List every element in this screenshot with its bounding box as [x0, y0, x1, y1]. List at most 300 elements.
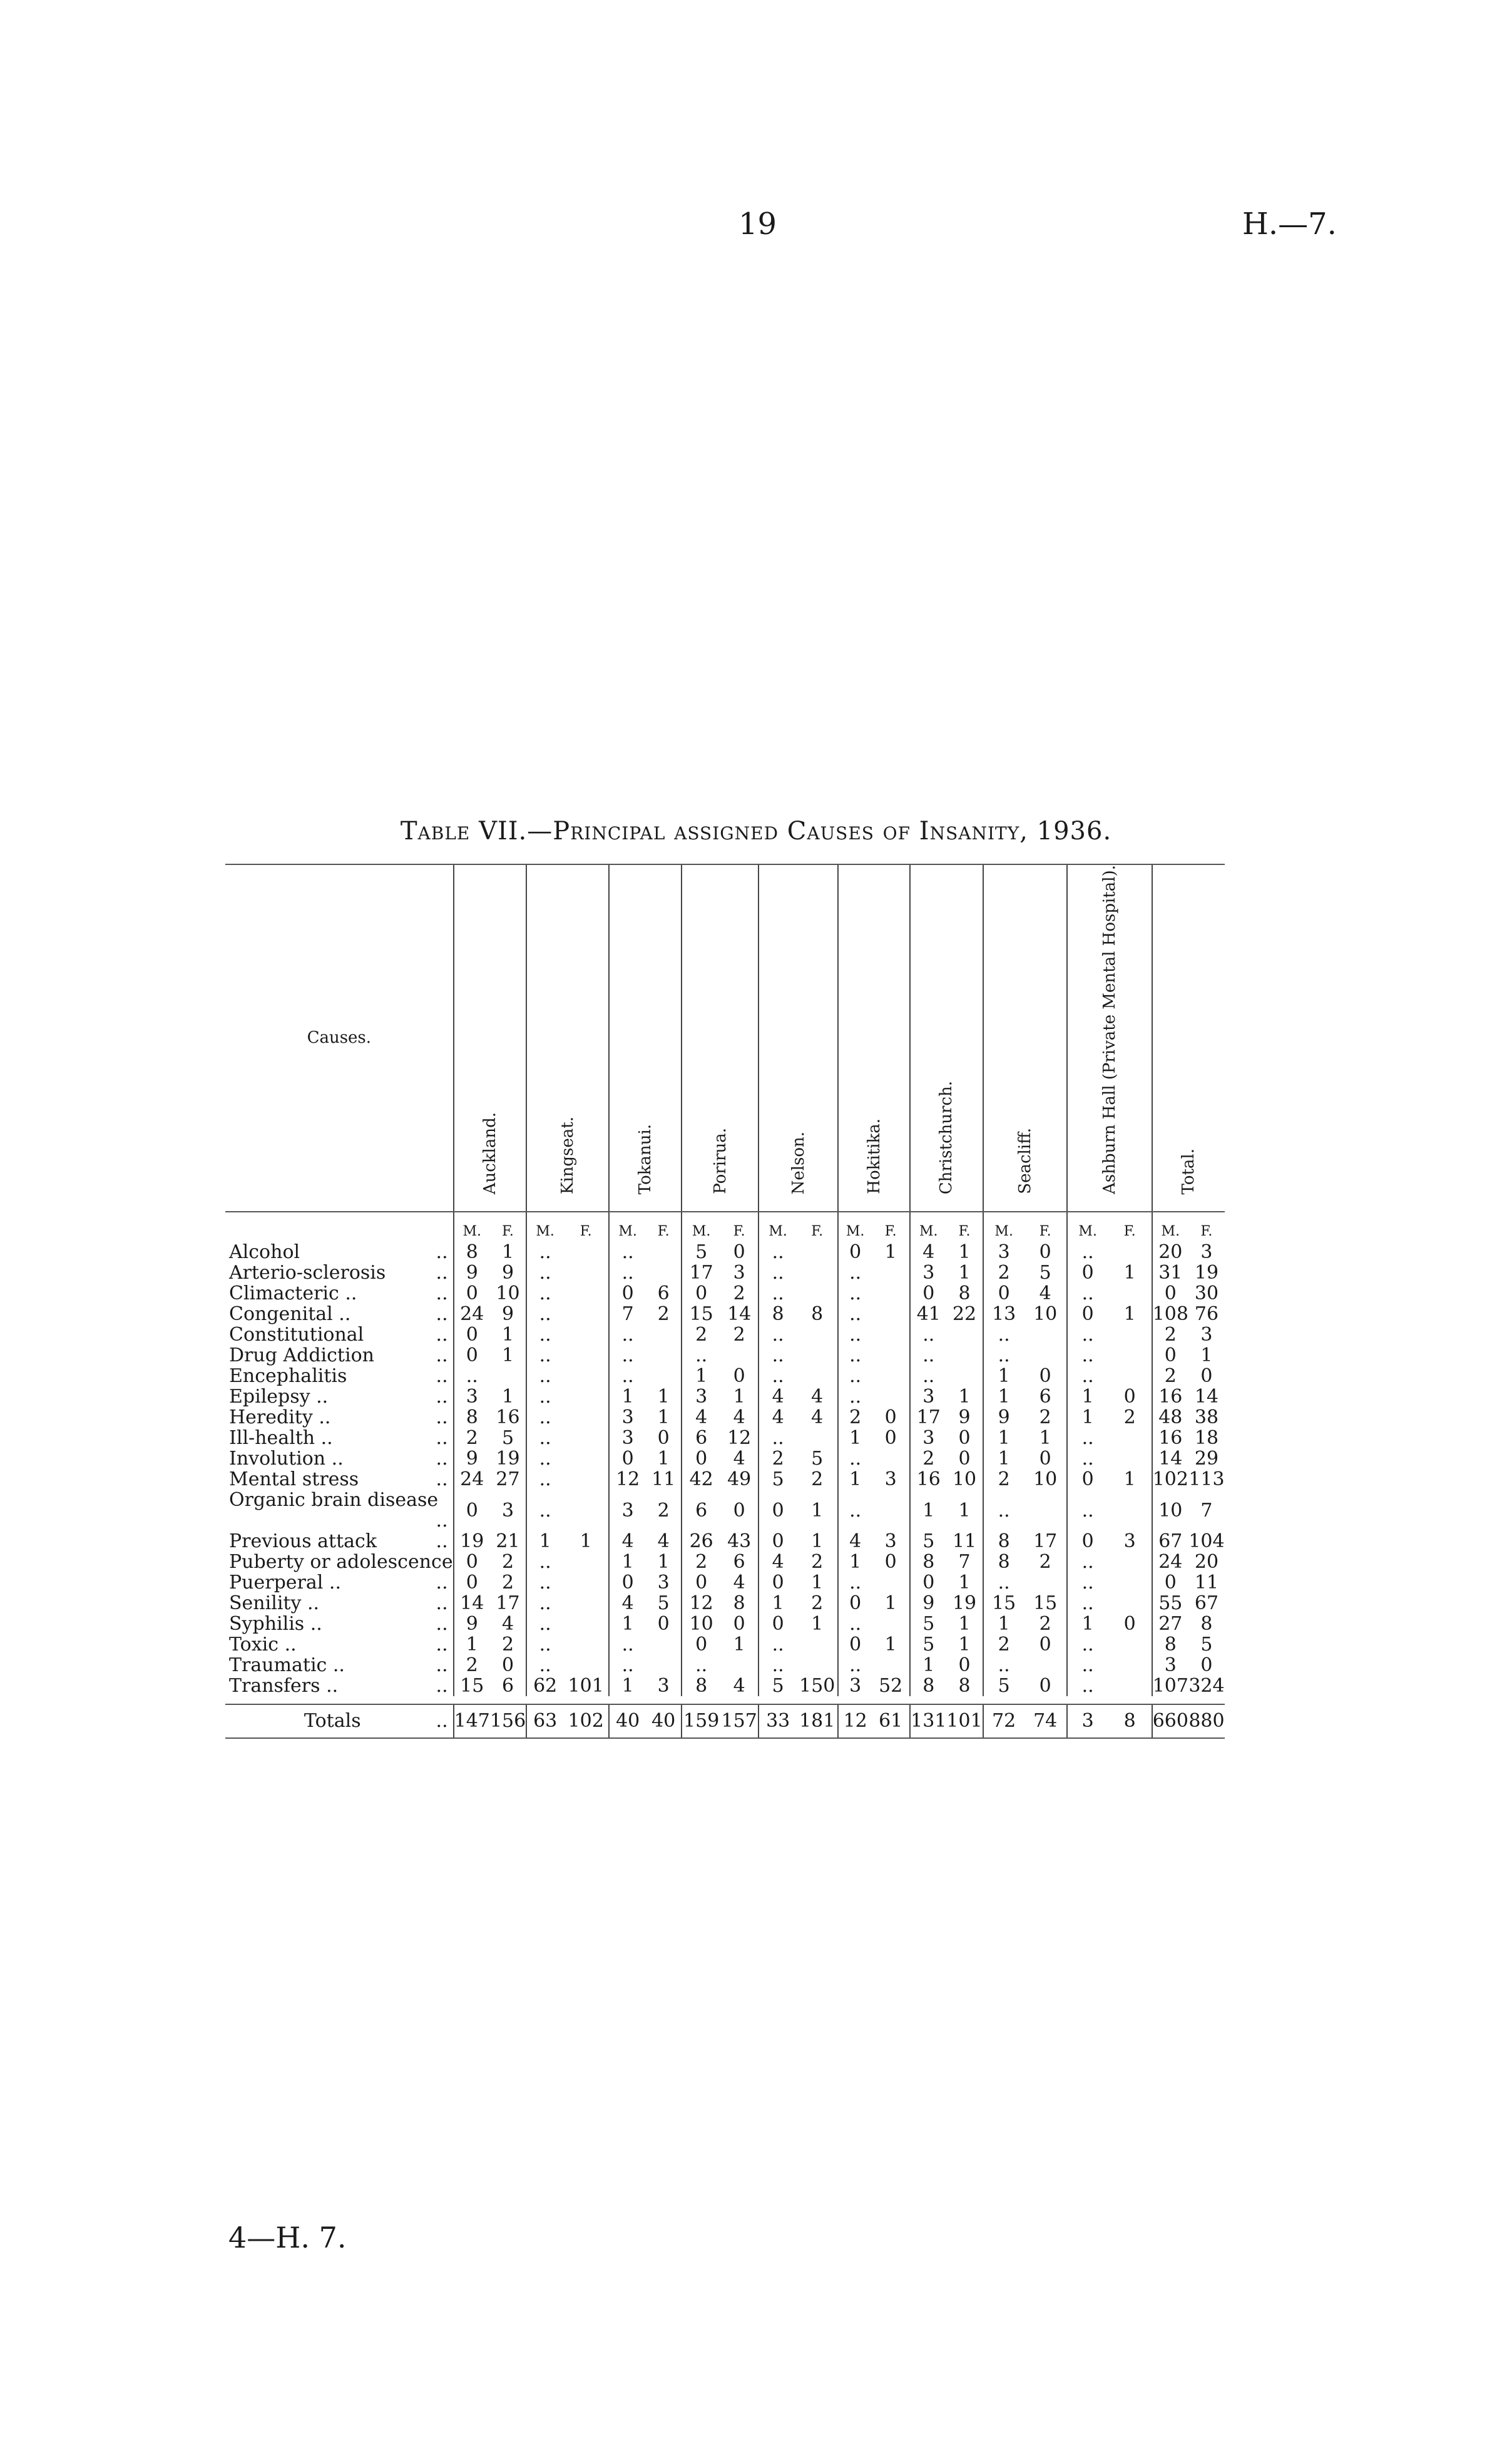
female-count-cell: 324	[1188, 1675, 1225, 1697]
male-count-cell: 16	[1152, 1386, 1188, 1407]
female-count-cell: 1	[1039, 1427, 1051, 1450]
male-count-cell: 0	[682, 1634, 720, 1655]
male-count-cell: ..	[1067, 1552, 1108, 1572]
male-subheader: M.	[682, 1212, 720, 1242]
male-count-cell: 3	[609, 1407, 646, 1428]
male-count-cell: 2	[983, 1262, 1024, 1283]
male-count-cell: 24	[1152, 1552, 1188, 1572]
male-count-cell: 19	[454, 1531, 490, 1552]
female-count-cell: 6	[733, 1551, 745, 1574]
column-header-label: Nelson.	[789, 1131, 808, 1195]
female-count-cell: 2	[811, 1592, 824, 1615]
male-count-cell: ..	[526, 1469, 563, 1490]
female-count-cell	[563, 1428, 609, 1448]
male-count-cell: 13	[983, 1304, 1024, 1324]
male-count-cell: ..	[609, 1655, 646, 1676]
male-count-cell: 15	[454, 1676, 490, 1696]
female-count-cell	[1108, 1366, 1152, 1386]
leader-dots: ..	[436, 1572, 448, 1594]
male-count-cell: 2	[838, 1407, 872, 1428]
male-count-cell: ..	[983, 1345, 1024, 1366]
totals-label-text: Totals	[304, 1710, 361, 1732]
female-count-cell: 2	[657, 1499, 670, 1522]
female-count-cell: 5	[1200, 1634, 1213, 1656]
male-count-cell: 0	[454, 1324, 490, 1345]
female-count-cell: 0	[958, 1448, 971, 1470]
male-count-cell: 1	[759, 1593, 797, 1614]
female-count-cell: 113	[1188, 1468, 1225, 1491]
causes-column-header: Causes.	[225, 864, 454, 1212]
male-count-cell: ..	[983, 1324, 1024, 1345]
male-count-cell: 2	[1152, 1324, 1188, 1345]
female-count-cell: 2	[1039, 1406, 1051, 1429]
male-count-cell: 0	[454, 1552, 490, 1572]
female-count-cell: 6	[657, 1282, 670, 1305]
female-count-cell: 1	[1200, 1344, 1213, 1367]
male-total-cell: 12	[838, 1704, 872, 1738]
male-count-cell: 9	[910, 1593, 946, 1614]
male-count-cell: 0	[454, 1345, 490, 1366]
female-count-cell	[1108, 1490, 1152, 1531]
male-count-cell: 16	[910, 1469, 946, 1490]
female-count-cell: 19	[496, 1448, 520, 1470]
female-count-cell: 2	[1123, 1406, 1136, 1429]
cause-label: Syphilis ..	[229, 1613, 322, 1635]
female-count-cell: 11	[651, 1468, 676, 1491]
male-count-cell: ..	[838, 1262, 872, 1283]
female-count-cell: 0	[733, 1613, 745, 1635]
table-row	[225, 1655, 1225, 1676]
leader-dots: ..	[436, 1365, 448, 1388]
female-count-cell	[797, 1262, 838, 1283]
female-count-cell: 1	[958, 1262, 971, 1284]
male-count-cell: 1	[838, 1469, 872, 1490]
male-count-cell: 0	[838, 1593, 872, 1614]
male-count-cell: 8	[454, 1407, 490, 1428]
male-count-cell: 8	[910, 1676, 946, 1696]
table-row	[225, 1304, 1225, 1324]
column-header-1	[526, 864, 609, 1212]
female-count-cell	[872, 1614, 910, 1634]
female-count-cell	[872, 1283, 910, 1304]
female-count-cell	[563, 1593, 609, 1614]
male-count-cell: 3	[1152, 1655, 1188, 1676]
female-count-cell	[646, 1655, 682, 1676]
male-count-cell: ..	[1067, 1283, 1108, 1304]
female-count-cell: 0	[884, 1406, 897, 1429]
male-count-cell: 0	[609, 1572, 646, 1593]
female-count-cell: 0	[657, 1613, 670, 1635]
male-count-cell: 0	[838, 1242, 872, 1262]
male-count-cell: ..	[910, 1366, 946, 1386]
male-count-cell: 12	[682, 1593, 720, 1614]
female-count-cell	[872, 1386, 910, 1407]
column-header-5	[838, 864, 910, 1212]
male-count-cell: 3	[910, 1386, 946, 1407]
female-count-cell: 20	[1194, 1551, 1219, 1574]
column-header-8	[1067, 864, 1152, 1212]
female-count-cell	[1108, 1242, 1152, 1262]
male-count-cell: ..	[526, 1614, 563, 1634]
male-count-cell: 15	[983, 1593, 1024, 1614]
cause-label: Involution ..	[229, 1448, 344, 1470]
male-count-cell: 5	[682, 1242, 720, 1262]
male-count-cell: 5	[910, 1614, 946, 1634]
female-subheader: F.	[502, 1224, 514, 1240]
document-reference: H.—7.	[1242, 207, 1337, 242]
male-count-cell: 0	[1067, 1469, 1108, 1490]
female-count-cell: 1	[884, 1241, 897, 1264]
male-count-cell: 4	[682, 1407, 720, 1428]
female-count-cell	[872, 1490, 910, 1531]
male-count-cell: 1	[983, 1448, 1024, 1469]
male-count-cell: 1	[983, 1366, 1024, 1386]
female-count-cell: 0	[1039, 1634, 1051, 1656]
female-count-cell	[563, 1366, 609, 1386]
male-count-cell: ..	[759, 1655, 797, 1676]
male-count-cell: ..	[759, 1242, 797, 1262]
male-subheader: M.	[838, 1212, 872, 1242]
cause-cell	[225, 1531, 454, 1552]
female-count-cell: 0	[733, 1499, 745, 1522]
male-count-cell: 1	[983, 1386, 1024, 1407]
male-total-cell: 40	[609, 1704, 646, 1738]
male-count-cell: 1	[910, 1655, 946, 1676]
male-count-cell: ..	[838, 1614, 872, 1634]
column-header-2	[609, 864, 682, 1212]
male-count-cell: 5	[759, 1469, 797, 1490]
male-count-cell: 0	[838, 1634, 872, 1655]
male-count-cell: 2	[682, 1552, 720, 1572]
cause-label: Previous attack	[229, 1530, 377, 1553]
male-count-cell: ..	[526, 1593, 563, 1614]
male-count-cell: ..	[1067, 1448, 1108, 1469]
female-count-cell	[1024, 1345, 1067, 1366]
female-count-cell: 1	[657, 1551, 670, 1574]
female-count-cell: 3	[657, 1675, 670, 1697]
female-count-cell: 10	[1033, 1468, 1058, 1491]
female-count-cell	[872, 1572, 910, 1593]
male-count-cell: 12	[609, 1469, 646, 1490]
male-count-cell: ..	[983, 1490, 1024, 1531]
table-title-main: Principal assigned Causes of Insanity,	[553, 817, 1028, 846]
female-count-cell: 21	[496, 1530, 520, 1553]
table-title-prefix: Table VII.—	[400, 817, 553, 846]
female-count-cell: 4	[657, 1530, 670, 1553]
male-count-cell: ..	[759, 1366, 797, 1386]
female-count-cell: 1	[958, 1386, 971, 1408]
cause-cell	[225, 1634, 454, 1655]
column-header-3	[682, 864, 759, 1212]
male-count-cell: 14	[454, 1593, 490, 1614]
male-count-cell: 3	[609, 1490, 646, 1531]
table-row	[225, 1345, 1225, 1366]
cause-label: Arterio-sclerosis	[229, 1262, 386, 1284]
female-count-cell: 7	[958, 1551, 971, 1574]
cause-label: Senility ..	[229, 1592, 320, 1615]
table-row	[225, 1593, 1225, 1614]
table-row	[225, 1386, 1225, 1407]
female-count-cell	[1108, 1428, 1152, 1448]
cause-label: Traumatic ..	[229, 1654, 345, 1677]
female-subheader: F.	[657, 1224, 670, 1240]
male-count-cell: ..	[526, 1304, 563, 1324]
male-count-cell: 1	[526, 1531, 563, 1552]
cause-label: Climacteric ..	[229, 1282, 357, 1305]
female-count-cell	[563, 1242, 609, 1262]
female-count-cell: 17	[496, 1592, 520, 1615]
female-count-cell: 14	[1194, 1386, 1219, 1408]
female-count-cell: 18	[1194, 1427, 1219, 1450]
female-count-cell: 3	[1123, 1530, 1136, 1553]
female-count-cell: 1	[501, 1386, 514, 1408]
male-count-cell: ..	[526, 1345, 563, 1366]
female-count-cell: 19	[952, 1592, 977, 1615]
male-subheader: M.	[759, 1212, 797, 1242]
female-count-cell: 1	[958, 1499, 971, 1522]
female-count-cell: 3	[884, 1468, 897, 1491]
cause-cell	[225, 1407, 454, 1428]
female-count-cell	[1108, 1634, 1152, 1655]
female-count-cell	[1108, 1324, 1152, 1345]
leader-dots: ..	[436, 1303, 448, 1326]
male-count-cell: 0	[759, 1490, 797, 1531]
male-count-cell: 7	[609, 1304, 646, 1324]
male-count-cell: ..	[1067, 1490, 1108, 1531]
column-header-4	[759, 864, 838, 1212]
female-count-cell: 52	[879, 1675, 903, 1697]
male-count-cell: 26	[682, 1531, 720, 1552]
female-count-cell	[563, 1324, 609, 1345]
female-count-cell	[797, 1428, 838, 1448]
male-count-cell: ..	[526, 1262, 563, 1283]
female-count-cell: 3	[884, 1530, 897, 1553]
female-count-cell: 1	[958, 1634, 971, 1656]
table-row	[225, 1407, 1225, 1428]
female-count-cell	[563, 1386, 609, 1407]
column-header-0	[454, 864, 527, 1212]
male-count-cell: ..	[682, 1345, 720, 1366]
leader-dots: ..	[436, 1510, 448, 1532]
female-count-cell: 10	[952, 1468, 977, 1491]
female-count-cell	[872, 1345, 910, 1366]
male-count-cell: ..	[759, 1283, 797, 1304]
female-count-cell: 4	[1039, 1282, 1051, 1305]
male-count-cell: 48	[1152, 1407, 1188, 1428]
table-row	[225, 1490, 1225, 1531]
female-count-cell: 4	[733, 1406, 745, 1429]
male-total-cell: 131	[910, 1704, 946, 1738]
male-count-cell: 2	[759, 1448, 797, 1469]
female-count-cell	[797, 1655, 838, 1676]
cause-cell	[225, 1655, 454, 1676]
male-count-cell: ..	[526, 1283, 563, 1304]
female-count-cell: 5	[811, 1448, 824, 1470]
male-count-cell: ..	[526, 1386, 563, 1407]
male-count-cell: 24	[454, 1304, 490, 1324]
male-count-cell: 9	[454, 1262, 490, 1283]
male-count-cell: ..	[526, 1366, 563, 1386]
female-count-cell: 0	[733, 1365, 745, 1388]
female-count-cell: 1	[811, 1572, 824, 1594]
male-count-cell: ..	[1067, 1366, 1108, 1386]
male-total-cell: 3	[1067, 1704, 1108, 1738]
female-count-cell	[563, 1262, 609, 1283]
female-count-cell: 1	[1123, 1303, 1136, 1326]
male-count-cell: 3	[910, 1262, 946, 1283]
column-header-6	[910, 864, 983, 1212]
female-count-cell	[563, 1469, 609, 1490]
leader-dots: ..	[436, 1427, 448, 1450]
male-count-cell: ..	[838, 1448, 872, 1469]
female-count-cell: 27	[496, 1468, 520, 1491]
female-count-cell	[563, 1345, 609, 1366]
female-count-cell	[872, 1324, 910, 1345]
totals-row	[225, 1704, 1225, 1738]
column-header-9	[1152, 864, 1225, 1212]
male-count-cell: 42	[682, 1469, 720, 1490]
male-count-cell: 0	[1152, 1345, 1188, 1366]
spacer-row	[225, 1696, 1225, 1704]
female-count-cell: 22	[952, 1303, 977, 1326]
table-row	[225, 1366, 1225, 1386]
female-count-cell	[563, 1614, 609, 1634]
table-body	[225, 1242, 1225, 1696]
male-count-cell: ..	[1067, 1593, 1108, 1614]
male-count-cell: 1	[682, 1366, 720, 1386]
male-count-cell: ..	[838, 1655, 872, 1676]
table-row	[225, 1552, 1225, 1572]
male-count-cell: 4	[838, 1531, 872, 1552]
female-count-cell: 29	[1194, 1448, 1219, 1470]
male-count-cell: 1	[1067, 1614, 1108, 1634]
male-count-cell: 8	[983, 1552, 1024, 1572]
male-count-cell: 1	[1067, 1407, 1108, 1428]
female-count-cell: 1	[811, 1530, 824, 1553]
female-count-cell: 1	[501, 1241, 514, 1264]
female-count-cell	[797, 1345, 838, 1366]
female-count-cell: 10	[1033, 1303, 1058, 1326]
male-count-cell: 9	[454, 1448, 490, 1469]
female-count-cell	[1108, 1676, 1152, 1696]
male-count-cell: 3	[454, 1386, 490, 1407]
male-count-cell: ..	[526, 1407, 563, 1428]
male-count-cell: 1	[609, 1552, 646, 1572]
male-count-cell: 2	[983, 1469, 1024, 1490]
male-count-cell: 0	[1067, 1304, 1108, 1324]
leader-dots: ..	[436, 1675, 448, 1697]
female-count-cell	[563, 1634, 609, 1655]
cause-cell	[225, 1262, 454, 1283]
male-count-cell: ..	[1067, 1324, 1108, 1345]
female-count-cell	[720, 1345, 759, 1366]
leader-dots: ..	[436, 1406, 448, 1429]
female-count-cell: 11	[1194, 1572, 1219, 1594]
female-subheader: F.	[580, 1224, 592, 1240]
column-header-label: Seacliff.	[1015, 1128, 1034, 1195]
male-count-cell: 3	[910, 1428, 946, 1448]
male-count-cell: 0	[759, 1614, 797, 1634]
cause-cell	[225, 1283, 454, 1304]
column-header-label: Total.	[1179, 1148, 1198, 1195]
footer-reference: 4—H. 7.	[228, 2221, 347, 2254]
female-total-cell: 40	[646, 1704, 682, 1738]
male-count-cell: ..	[1067, 1572, 1108, 1593]
male-count-cell: ..	[609, 1262, 646, 1283]
male-count-cell: 4	[759, 1386, 797, 1407]
female-count-cell: 8	[733, 1592, 745, 1615]
male-subheader: M.	[454, 1212, 490, 1242]
male-count-cell: ..	[526, 1448, 563, 1469]
male-count-cell: 1	[838, 1428, 872, 1448]
leader-dots: ..	[436, 1613, 448, 1635]
female-subheader: F.	[1039, 1224, 1051, 1240]
female-count-cell	[720, 1655, 759, 1676]
female-count-cell	[646, 1634, 682, 1655]
male-count-cell: ..	[1067, 1676, 1108, 1696]
female-count-cell: 0	[958, 1654, 971, 1677]
male-count-cell: ..	[759, 1324, 797, 1345]
female-count-cell	[646, 1262, 682, 1283]
male-count-cell: 6	[682, 1428, 720, 1448]
female-count-cell	[563, 1283, 609, 1304]
male-count-cell: 0	[759, 1572, 797, 1593]
male-count-cell: 67	[1152, 1531, 1188, 1552]
leader-dots: ..	[436, 1654, 448, 1677]
female-count-cell	[646, 1345, 682, 1366]
male-count-cell: 17	[682, 1262, 720, 1283]
male-count-cell: ..	[838, 1386, 872, 1407]
female-count-cell	[1108, 1345, 1152, 1366]
female-count-cell: 9	[958, 1406, 971, 1429]
cause-cell	[225, 1366, 454, 1386]
female-count-cell	[1108, 1283, 1152, 1304]
page-number: 19	[738, 207, 777, 242]
female-count-cell: 0	[501, 1654, 514, 1677]
female-total-cell: 101	[946, 1704, 983, 1738]
female-count-cell: 104	[1188, 1530, 1225, 1553]
female-count-cell	[563, 1655, 609, 1676]
male-count-cell: 9	[983, 1407, 1024, 1428]
table-row	[225, 1242, 1225, 1262]
female-count-cell: 9	[501, 1262, 514, 1284]
female-count-cell: 1	[958, 1572, 971, 1594]
female-subheader: F.	[1123, 1224, 1136, 1240]
male-count-cell: ..	[526, 1572, 563, 1593]
female-count-cell	[490, 1366, 526, 1386]
table-row	[225, 1262, 1225, 1283]
male-count-cell: 2	[983, 1634, 1024, 1655]
female-count-cell	[872, 1366, 910, 1386]
female-count-cell: 4	[501, 1613, 514, 1635]
male-count-cell: ..	[609, 1366, 646, 1386]
leader-dots: ..	[436, 1262, 448, 1284]
male-count-cell: 0	[454, 1490, 490, 1531]
male-count-cell: ..	[609, 1345, 646, 1366]
male-count-cell: ..	[910, 1345, 946, 1366]
cause-cell	[225, 1448, 454, 1469]
column-header-7	[983, 864, 1067, 1212]
male-count-cell: 1	[454, 1634, 490, 1655]
male-count-cell: 8	[983, 1531, 1024, 1552]
male-count-cell: ..	[1067, 1345, 1108, 1366]
male-count-cell: 0	[454, 1283, 490, 1304]
female-count-cell: 19	[1194, 1262, 1219, 1284]
male-count-cell: 2	[682, 1324, 720, 1345]
table-row	[225, 1283, 1225, 1304]
leader-dots: ..	[436, 1468, 448, 1491]
male-count-cell: 0	[1067, 1262, 1108, 1283]
